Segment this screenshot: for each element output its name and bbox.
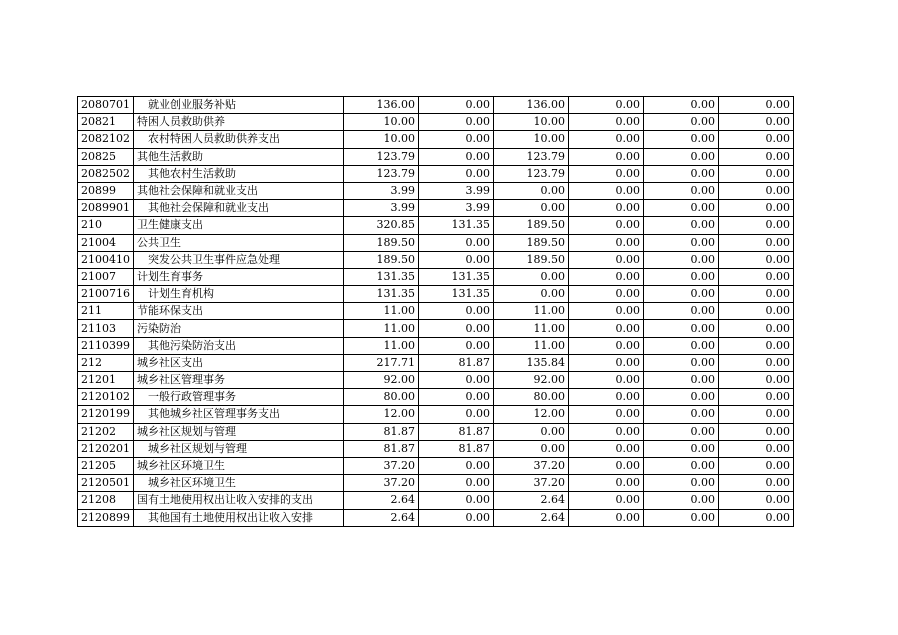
amount-cell: 81.87 (419, 440, 494, 457)
amount-cell: 123.79 (344, 165, 419, 182)
amount-cell: 12.00 (344, 406, 419, 423)
amount-cell: 0.00 (719, 148, 794, 165)
amount-cell: 0.00 (569, 97, 644, 114)
subject-name-cell: 一般行政管理事务 (134, 389, 344, 406)
subject-code-cell: 2120501 (78, 475, 134, 492)
amount-cell: 0.00 (569, 234, 644, 251)
amount-cell: 0.00 (719, 423, 794, 440)
amount-cell: 0.00 (719, 286, 794, 303)
amount-cell: 0.00 (569, 354, 644, 371)
subject-name-cell: 城乡社区规划与管理 (134, 440, 344, 457)
amount-cell: 10.00 (344, 131, 419, 148)
subject-name-cell: 卫生健康支出 (134, 217, 344, 234)
amount-cell: 11.00 (344, 337, 419, 354)
table-row (78, 217, 794, 234)
amount-cell: 136.00 (344, 97, 419, 114)
amount-cell: 320.85 (344, 217, 419, 234)
amount-cell: 131.35 (419, 217, 494, 234)
subject-name-cell: 城乡社区规划与管理 (134, 423, 344, 440)
subject-code-cell: 21103 (78, 320, 134, 337)
subject-code-cell: 20899 (78, 182, 134, 199)
amount-cell: 0.00 (644, 303, 719, 320)
amount-cell: 0.00 (719, 492, 794, 509)
amount-cell: 0.00 (644, 114, 719, 131)
amount-cell: 0.00 (569, 457, 644, 474)
subject-name-cell: 计划生育事务 (134, 268, 344, 285)
amount-cell: 131.35 (419, 286, 494, 303)
amount-cell: 12.00 (494, 406, 569, 423)
amount-cell: 11.00 (494, 337, 569, 354)
amount-cell: 123.79 (494, 148, 569, 165)
amount-cell: 3.99 (419, 200, 494, 217)
amount-cell: 135.84 (494, 354, 569, 371)
amount-cell: 37.20 (344, 457, 419, 474)
table-row (78, 182, 794, 199)
amount-cell: 0.00 (569, 440, 644, 457)
amount-cell: 0.00 (419, 320, 494, 337)
amount-cell: 0.00 (644, 457, 719, 474)
amount-cell: 0.00 (719, 372, 794, 389)
amount-cell: 0.00 (419, 475, 494, 492)
amount-cell: 11.00 (494, 320, 569, 337)
amount-cell: 131.35 (344, 286, 419, 303)
table-row (78, 251, 794, 268)
table-row (78, 97, 794, 114)
amount-cell: 11.00 (494, 303, 569, 320)
table-row (78, 509, 794, 526)
amount-cell: 0.00 (644, 234, 719, 251)
amount-cell: 0.00 (644, 509, 719, 526)
subject-code-cell: 210 (78, 217, 134, 234)
amount-cell: 2.64 (494, 509, 569, 526)
subject-name-cell: 公共卫生 (134, 234, 344, 251)
amount-cell: 0.00 (644, 320, 719, 337)
amount-cell: 189.50 (494, 251, 569, 268)
amount-cell: 0.00 (569, 423, 644, 440)
amount-cell: 0.00 (569, 492, 644, 509)
amount-cell: 0.00 (569, 268, 644, 285)
amount-cell: 0.00 (719, 457, 794, 474)
amount-cell: 0.00 (419, 131, 494, 148)
expenditure-table (77, 96, 794, 527)
amount-cell: 0.00 (644, 389, 719, 406)
subject-name-cell: 节能环保支出 (134, 303, 344, 320)
table-row (78, 114, 794, 131)
amount-cell: 3.99 (419, 182, 494, 199)
amount-cell: 0.00 (569, 217, 644, 234)
amount-cell: 0.00 (719, 200, 794, 217)
subject-name-cell: 城乡社区支出 (134, 354, 344, 371)
subject-code-cell: 2120102 (78, 389, 134, 406)
amount-cell: 0.00 (644, 97, 719, 114)
amount-cell: 0.00 (494, 268, 569, 285)
amount-cell: 0.00 (569, 286, 644, 303)
amount-cell: 0.00 (719, 337, 794, 354)
amount-cell: 0.00 (569, 337, 644, 354)
table-row (78, 423, 794, 440)
amount-cell: 92.00 (494, 372, 569, 389)
table-row (78, 372, 794, 389)
table-row (78, 475, 794, 492)
amount-cell: 0.00 (569, 200, 644, 217)
amount-cell: 10.00 (494, 131, 569, 148)
amount-cell: 10.00 (344, 114, 419, 131)
subject-code-cell: 21202 (78, 423, 134, 440)
amount-cell: 0.00 (569, 165, 644, 182)
table-row (78, 354, 794, 371)
amount-cell: 0.00 (719, 303, 794, 320)
amount-cell: 11.00 (344, 320, 419, 337)
amount-cell: 81.87 (419, 423, 494, 440)
table-row (78, 440, 794, 457)
amount-cell: 123.79 (344, 148, 419, 165)
amount-cell: 11.00 (344, 303, 419, 320)
amount-cell: 0.00 (719, 114, 794, 131)
subject-name-cell: 其他农村生活救助 (134, 165, 344, 182)
amount-cell: 0.00 (719, 251, 794, 268)
table-row (78, 492, 794, 509)
amount-cell: 0.00 (494, 423, 569, 440)
amount-cell: 0.00 (644, 492, 719, 509)
amount-cell: 0.00 (644, 165, 719, 182)
amount-cell: 0.00 (644, 286, 719, 303)
subject-code-cell: 2089901 (78, 200, 134, 217)
amount-cell: 0.00 (419, 406, 494, 423)
amount-cell: 3.99 (344, 200, 419, 217)
amount-cell: 0.00 (644, 182, 719, 199)
subject-name-cell: 就业创业服务补贴 (134, 97, 344, 114)
amount-cell: 0.00 (644, 131, 719, 148)
amount-cell: 0.00 (644, 372, 719, 389)
amount-cell: 0.00 (494, 440, 569, 457)
subject-code-cell: 2100716 (78, 286, 134, 303)
amount-cell: 123.79 (494, 165, 569, 182)
table-row (78, 234, 794, 251)
amount-cell: 0.00 (719, 182, 794, 199)
amount-cell: 0.00 (419, 337, 494, 354)
subject-code-cell: 2082102 (78, 131, 134, 148)
amount-cell: 81.87 (344, 440, 419, 457)
amount-cell: 81.87 (344, 423, 419, 440)
subject-name-cell: 其他国有土地使用权出让收入安排 (134, 509, 344, 526)
amount-cell: 0.00 (719, 440, 794, 457)
table-row (78, 165, 794, 182)
subject-name-cell: 城乡社区环境卫生 (134, 475, 344, 492)
amount-cell: 0.00 (419, 148, 494, 165)
amount-cell: 0.00 (569, 509, 644, 526)
amount-cell: 0.00 (419, 97, 494, 114)
subject-name-cell: 其他城乡社区管理事务支出 (134, 406, 344, 423)
amount-cell: 10.00 (494, 114, 569, 131)
table-row (78, 337, 794, 354)
subject-name-cell: 其他社会保障和就业支出 (134, 200, 344, 217)
amount-cell: 37.20 (494, 475, 569, 492)
amount-cell: 0.00 (644, 354, 719, 371)
amount-cell: 92.00 (344, 372, 419, 389)
amount-cell: 0.00 (719, 475, 794, 492)
subject-name-cell: 城乡社区环境卫生 (134, 457, 344, 474)
amount-cell: 0.00 (719, 268, 794, 285)
amount-cell: 0.00 (419, 234, 494, 251)
amount-cell: 217.71 (344, 354, 419, 371)
amount-cell: 131.35 (419, 268, 494, 285)
subject-code-cell: 21004 (78, 234, 134, 251)
amount-cell: 0.00 (644, 337, 719, 354)
amount-cell: 0.00 (569, 320, 644, 337)
amount-cell: 0.00 (719, 406, 794, 423)
amount-cell: 0.00 (569, 148, 644, 165)
amount-cell: 0.00 (419, 509, 494, 526)
amount-cell: 0.00 (644, 217, 719, 234)
subject-code-cell: 2080701 (78, 97, 134, 114)
amount-cell: 0.00 (569, 303, 644, 320)
amount-cell: 0.00 (644, 423, 719, 440)
amount-cell: 2.64 (494, 492, 569, 509)
subject-code-cell: 21201 (78, 372, 134, 389)
amount-cell: 0.00 (644, 406, 719, 423)
amount-cell: 0.00 (719, 165, 794, 182)
amount-cell: 0.00 (644, 475, 719, 492)
amount-cell: 0.00 (419, 114, 494, 131)
subject-name-cell: 城乡社区管理事务 (134, 372, 344, 389)
subject-code-cell: 2120201 (78, 440, 134, 457)
table-row (78, 148, 794, 165)
amount-cell: 0.00 (719, 389, 794, 406)
amount-cell: 0.00 (569, 475, 644, 492)
amount-cell: 0.00 (419, 372, 494, 389)
amount-cell: 37.20 (344, 475, 419, 492)
table-row (78, 131, 794, 148)
budget-table-sheet (77, 96, 794, 527)
amount-cell: 0.00 (644, 200, 719, 217)
subject-code-cell: 212 (78, 354, 134, 371)
subject-code-cell: 2110399 (78, 337, 134, 354)
subject-name-cell: 其他生活救助 (134, 148, 344, 165)
table-row (78, 200, 794, 217)
amount-cell: 2.64 (344, 509, 419, 526)
amount-cell: 0.00 (569, 131, 644, 148)
amount-cell: 0.00 (569, 389, 644, 406)
subject-code-cell: 21208 (78, 492, 134, 509)
amount-cell: 0.00 (569, 372, 644, 389)
subject-name-cell: 突发公共卫生事件应急处理 (134, 251, 344, 268)
amount-cell: 0.00 (419, 165, 494, 182)
subject-name-cell: 农村特困人员救助供养支出 (134, 131, 344, 148)
amount-cell: 80.00 (494, 389, 569, 406)
amount-cell: 189.50 (494, 217, 569, 234)
amount-cell: 0.00 (644, 148, 719, 165)
amount-cell: 0.00 (569, 182, 644, 199)
amount-cell: 0.00 (719, 234, 794, 251)
table-row (78, 268, 794, 285)
subject-code-cell: 2120899 (78, 509, 134, 526)
amount-cell: 136.00 (494, 97, 569, 114)
amount-cell: 189.50 (344, 234, 419, 251)
subject-name-cell: 其他社会保障和就业支出 (134, 182, 344, 199)
amount-cell: 0.00 (494, 182, 569, 199)
amount-cell: 0.00 (419, 389, 494, 406)
subject-code-cell: 20825 (78, 148, 134, 165)
table-row (78, 389, 794, 406)
amount-cell: 0.00 (719, 354, 794, 371)
amount-cell: 131.35 (344, 268, 419, 285)
amount-cell: 0.00 (719, 320, 794, 337)
subject-name-cell: 国有土地使用权出让收入安排的支出 (134, 492, 344, 509)
amount-cell: 0.00 (419, 251, 494, 268)
amount-cell: 80.00 (344, 389, 419, 406)
subject-code-cell: 20821 (78, 114, 134, 131)
amount-cell: 0.00 (719, 217, 794, 234)
subject-code-cell: 211 (78, 303, 134, 320)
amount-cell: 0.00 (719, 509, 794, 526)
amount-cell: 189.50 (344, 251, 419, 268)
table-body (78, 97, 794, 527)
amount-cell: 0.00 (644, 440, 719, 457)
amount-cell: 0.00 (419, 492, 494, 509)
subject-code-cell: 21205 (78, 457, 134, 474)
amount-cell: 0.00 (494, 286, 569, 303)
amount-cell: 81.87 (419, 354, 494, 371)
subject-name-cell: 其他污染防治支出 (134, 337, 344, 354)
amount-cell: 2.64 (344, 492, 419, 509)
amount-cell: 0.00 (719, 97, 794, 114)
amount-cell: 0.00 (419, 457, 494, 474)
amount-cell: 0.00 (569, 406, 644, 423)
amount-cell: 0.00 (569, 251, 644, 268)
amount-cell: 3.99 (344, 182, 419, 199)
table-row (78, 320, 794, 337)
amount-cell: 0.00 (644, 251, 719, 268)
table-row (78, 406, 794, 423)
amount-cell: 0.00 (719, 131, 794, 148)
amount-cell: 0.00 (419, 303, 494, 320)
amount-cell: 0.00 (494, 200, 569, 217)
table-row (78, 457, 794, 474)
subject-code-cell: 2120199 (78, 406, 134, 423)
subject-code-cell: 2100410 (78, 251, 134, 268)
amount-cell: 0.00 (569, 114, 644, 131)
amount-cell: 37.20 (494, 457, 569, 474)
subject-code-cell: 2082502 (78, 165, 134, 182)
table-row (78, 286, 794, 303)
table-row (78, 303, 794, 320)
subject-name-cell: 计划生育机构 (134, 286, 344, 303)
subject-name-cell: 污染防治 (134, 320, 344, 337)
subject-name-cell: 特困人员救助供养 (134, 114, 344, 131)
subject-code-cell: 21007 (78, 268, 134, 285)
amount-cell: 189.50 (494, 234, 569, 251)
amount-cell: 0.00 (644, 268, 719, 285)
